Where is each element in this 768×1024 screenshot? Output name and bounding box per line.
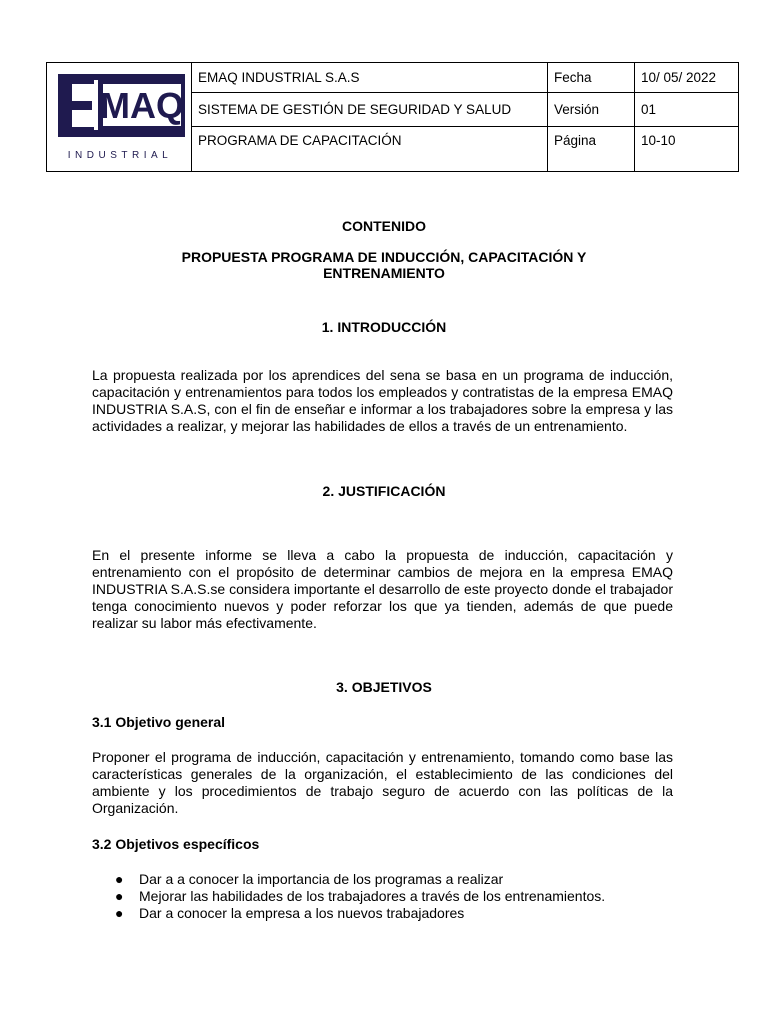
general-objective-heading: 3.1 Objetivo general <box>92 714 226 730</box>
contents-heading: CONTENIDO <box>342 218 426 234</box>
general-objective-paragraph: Proponer el programa de inducción, capacitación y entrenamiento, tomando como base las características generales de la organización, el establecimiento de las condiciones del ambiente y los procedimientos de trabajo seguro de acuerdo con las políticas de la Organización. <box>92 749 673 816</box>
emaq-logo-icon <box>52 66 187 166</box>
section3-heading: 3. OBJETIVOS <box>336 679 432 695</box>
logo-subtitle: INDUSTRIAL <box>67 149 172 161</box>
specific-objectives-heading: 3.2 Objetivos específicos <box>92 836 260 852</box>
list-item-text: Mejorar las habilidades de los trabajadores a través de los entrenamientos. <box>139 888 606 904</box>
document-header-table <box>46 62 739 172</box>
main-title: PROPUESTA PROGRAMA DE INDUCCIÓN, CAPACITACIÓN Y ENTRENAMIENTO <box>181 249 587 281</box>
section2-heading: 2. JUSTIFICACIÓN <box>322 483 446 499</box>
header-company-name: EMAQ INDUSTRIAL S.A.S <box>192 63 548 93</box>
list-item <box>92 905 692 922</box>
header-date-value: 10/ 05/ 2022 <box>635 63 739 93</box>
header-page-label: Página <box>548 127 635 172</box>
header-page-value: 10-10 <box>635 127 739 172</box>
company-logo <box>47 63 192 172</box>
header-version-value: 01 <box>635 93 739 127</box>
logo-maq-text: MAQ <box>99 84 184 126</box>
list-item-text: Dar a conocer la empresa a los nuevos trabajadores <box>139 905 465 921</box>
header-version-label: Versión <box>548 93 635 127</box>
section2-paragraph: En el presente informe se lleva a cabo la propuesta de inducción, capacitación y entrenamiento con el propósito de determinar cambios de mejora en la empresa EMAQ INDUSTRIA S.A.S.se considera importante el desarrollo de este proyecto donde el trabajador tenga conocimiento nuevos y poder reforzar los que ya tienden, además de que puede realizar su labor más efectivamente. <box>92 547 673 631</box>
list-item <box>92 888 692 905</box>
list-item-text: Dar a a conocer la importancia de los programas a realizar <box>139 871 504 887</box>
specific-objectives-list <box>92 871 692 922</box>
bullet-icon: ● <box>115 888 124 904</box>
section1-heading: 1. INTRODUCCIÓN <box>321 319 447 335</box>
header-date-label: Fecha <box>548 63 635 93</box>
header-program-name: PROGRAMA DE CAPACITACIÓN <box>192 127 548 172</box>
list-item <box>92 871 692 888</box>
bullet-icon: ● <box>115 905 124 921</box>
header-system-name: SISTEMA DE GESTIÓN DE SEGURIDAD Y SALUD <box>192 93 548 127</box>
bullet-icon: ● <box>115 871 124 887</box>
section1-paragraph: La propuesta realizada por los aprendices del sena se basa en un programa de inducción, capacitación y entrenamientos para todos los empleados y contratistas de la empresa EMAQ INDUSTRIA S.A.S, con el fin de enseñar e informar a los trabajadores sobre la empresa y las actividades a realizar, y mejorar las habilidades de ellos a través de un entrenamiento. <box>92 367 673 434</box>
